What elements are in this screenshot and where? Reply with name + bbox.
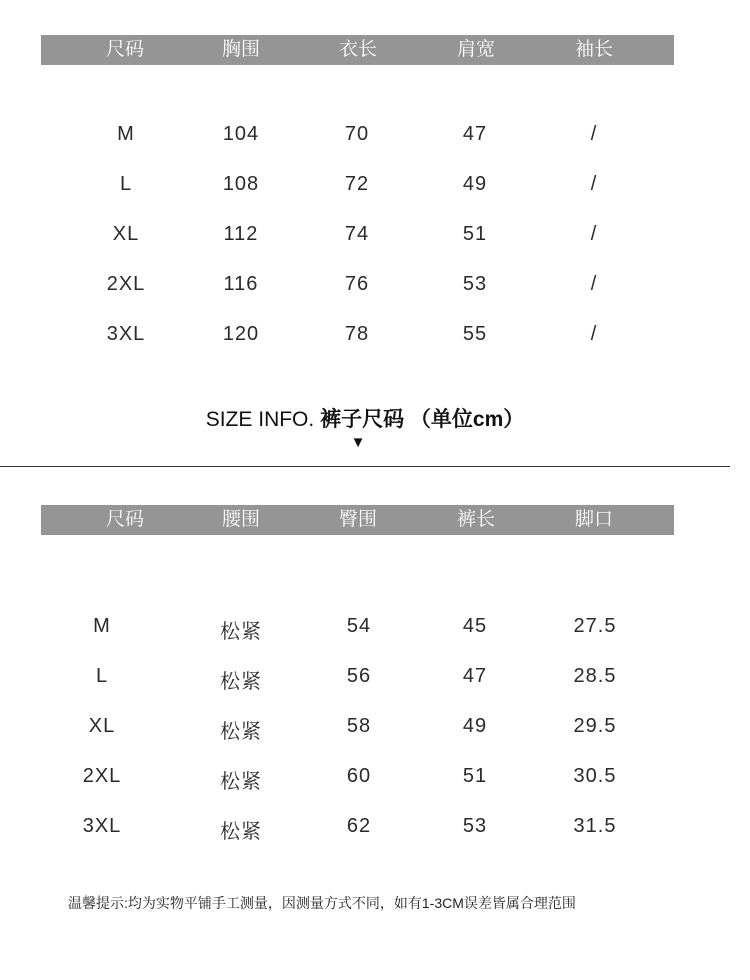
section-divider xyxy=(0,466,730,467)
cell-size: L xyxy=(119,173,133,195)
section-title-cn: 裤子尺码 （单位cm） xyxy=(320,408,525,431)
cell-size: M xyxy=(93,615,111,637)
cell-size: 3XL xyxy=(82,815,122,837)
cell-pants-length: 45 xyxy=(462,615,488,637)
cell-leg-opening: 30.5 xyxy=(573,765,617,787)
cell-pants-length: 51 xyxy=(462,765,488,787)
header-hip: 臀围 xyxy=(338,509,377,530)
cell-pants-length: 47 xyxy=(462,665,488,687)
cell-size: M xyxy=(117,123,135,145)
cell-size: 2XL xyxy=(106,273,146,295)
cell-size: XL xyxy=(88,715,116,737)
cell-leg-opening: 31.5 xyxy=(573,815,617,837)
cell-sleeve: / xyxy=(590,173,598,195)
cell-sleeve: / xyxy=(590,323,598,345)
cell-size: 3XL xyxy=(106,323,146,345)
cell-waist: 松紧 xyxy=(220,621,262,643)
cell-chest: 116 xyxy=(223,273,259,295)
cell-hip: 58 xyxy=(346,715,372,737)
cell-length: 78 xyxy=(344,323,370,345)
header-leg-opening: 脚口 xyxy=(574,509,613,530)
cell-size: L xyxy=(95,665,109,687)
cell-hip: 54 xyxy=(346,615,372,637)
header-sleeve: 袖长 xyxy=(574,39,613,60)
cell-waist: 松紧 xyxy=(220,771,262,793)
pants-section-title xyxy=(0,403,730,433)
cell-hip: 60 xyxy=(346,765,372,787)
cell-size: XL xyxy=(112,223,140,245)
header-waist: 腰围 xyxy=(221,509,260,530)
cell-sleeve: / xyxy=(590,223,598,245)
header-chest: 胸围 xyxy=(221,39,260,60)
cell-shoulder: 47 xyxy=(462,123,488,145)
cell-chest: 120 xyxy=(222,323,260,345)
cell-shoulder: 51 xyxy=(462,223,488,245)
cell-length: 70 xyxy=(344,123,370,145)
cell-length: 76 xyxy=(344,273,370,295)
cell-waist: 松紧 xyxy=(220,721,262,743)
cell-hip: 62 xyxy=(346,815,372,837)
header-pants-length: 裤长 xyxy=(456,509,495,530)
cell-sleeve: / xyxy=(590,273,598,295)
header-size: 尺码 xyxy=(105,39,144,60)
header-length: 衣长 xyxy=(338,39,377,60)
cell-leg-opening: 29.5 xyxy=(573,715,617,737)
cell-length: 72 xyxy=(344,173,370,195)
down-arrow-icon: ▼ xyxy=(350,434,366,451)
header-shoulder: 肩宽 xyxy=(456,39,495,60)
cell-chest: 112 xyxy=(223,223,259,245)
cell-waist: 松紧 xyxy=(220,821,262,843)
cell-sleeve: / xyxy=(590,123,598,145)
cell-size: 2XL xyxy=(82,765,122,787)
cell-pants-length: 49 xyxy=(462,715,488,737)
cell-shoulder: 53 xyxy=(462,273,488,295)
cell-length: 74 xyxy=(344,223,370,245)
measurement-note: 温馨提示:均为实物平铺手工测量，因测量方式不同，如有1-3CM误差皆属合理范围 xyxy=(68,895,576,911)
section-title-en: SIZE INFO. xyxy=(205,408,315,431)
header-size: 尺码 xyxy=(105,509,144,530)
cell-leg-opening: 27.5 xyxy=(573,615,617,637)
cell-leg-opening: 28.5 xyxy=(573,665,617,687)
cell-shoulder: 49 xyxy=(462,173,488,195)
cell-pants-length: 53 xyxy=(462,815,488,837)
cell-waist: 松紧 xyxy=(220,671,262,693)
bottom-table-header xyxy=(41,505,674,535)
cell-chest: 104 xyxy=(222,123,260,145)
cell-hip: 56 xyxy=(346,665,372,687)
top-table-header xyxy=(41,35,674,65)
cell-shoulder: 55 xyxy=(462,323,488,345)
cell-chest: 108 xyxy=(222,173,260,195)
